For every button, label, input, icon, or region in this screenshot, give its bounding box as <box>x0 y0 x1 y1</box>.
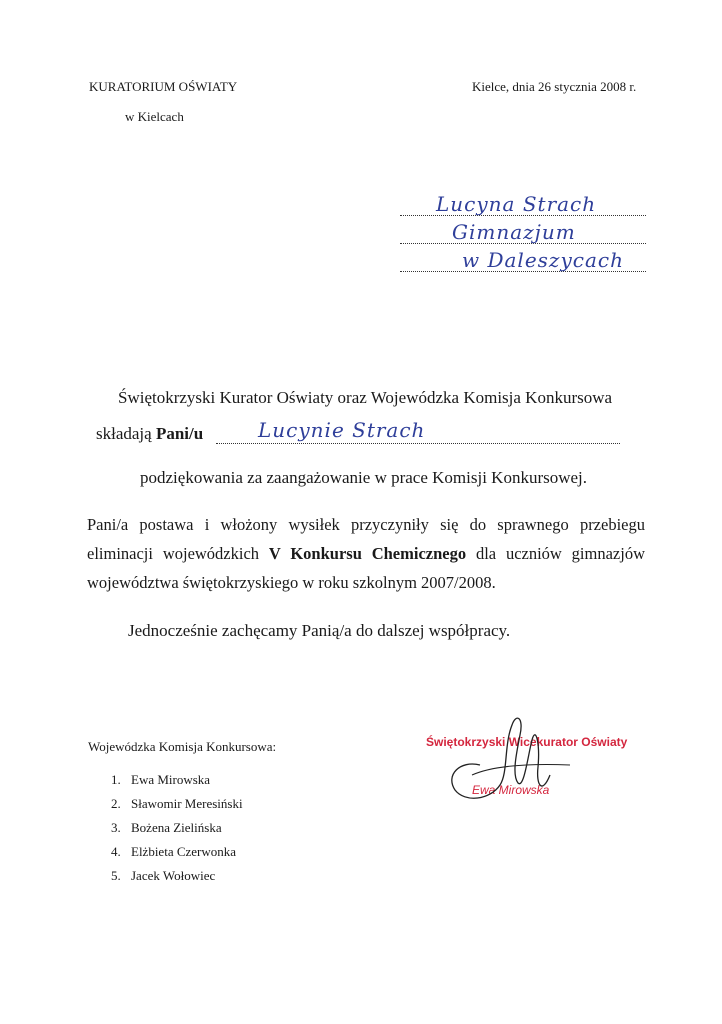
list-item: 4. Elżbieta Czerwonka <box>111 844 237 859</box>
addressee-bold: Pani/u <box>155 424 204 443</box>
letter-paragraph <box>87 510 645 597</box>
letter-intro: Świętokrzyski Kurator Oświaty oraz Wojewódzka Komisja Konkursowa <box>118 388 613 407</box>
letter-closing: Jednocześnie zachęcamy Panią/a do dalszej współpracy. <box>128 621 511 640</box>
recipient-school-handwritten: Gimnazjum <box>452 220 576 244</box>
recipient-block <box>400 192 646 276</box>
paragraph-part1: Pani/a postawa i włożony wysiłek przyczyniły się do sprawnego przebiegu eliminacji wojewódzkich <box>87 515 645 563</box>
recipient-school-line <box>400 220 646 248</box>
paragraph-part2: dla uczniów gimnazjów województwa świętokrzyskiego w roku szkolnym 2007/2008. <box>87 544 645 592</box>
addressee-handwritten: Lucynie Strach <box>258 418 426 442</box>
stamp-title: Świętokrzyski Wicekurator Oświaty <box>426 735 628 749</box>
recipient-name-line <box>400 192 646 220</box>
institution-city: w Kielcach <box>125 109 184 124</box>
recipient-name-handwritten: Lucyna Strach <box>436 192 597 216</box>
recipient-location-line <box>400 248 646 276</box>
list-item: 1. Ewa Mirowska <box>111 772 211 787</box>
handwritten-signature <box>420 705 610 810</box>
committee-title: Wojewódzka Komisja Konkursowa: <box>88 739 277 754</box>
committee-list <box>111 772 243 892</box>
recipient-location-handwritten: w Daleszycach <box>462 248 624 272</box>
letter-thanks: podziękowania za zaangażowanie w prace Komisji Konkursowej. <box>140 468 588 487</box>
addressee-line <box>96 418 626 450</box>
place-and-date: Kielce, dnia 26 stycznia 2008 r. <box>472 79 637 94</box>
list-item: 5. Jacek Wołowiec <box>111 868 216 883</box>
official-stamp <box>420 705 628 810</box>
addressee-prefix: składają <box>96 424 152 443</box>
stamp-name: Ewa Mirowska <box>472 783 550 797</box>
paragraph-bold: V Konkursu Chemicznego <box>268 544 467 563</box>
list-item: 2. Sławomir Meresiński <box>111 796 243 811</box>
institution-name: KURATORIUM OŚWIATY <box>89 79 238 94</box>
list-item: 3. Bożena Zielińska <box>111 820 222 835</box>
